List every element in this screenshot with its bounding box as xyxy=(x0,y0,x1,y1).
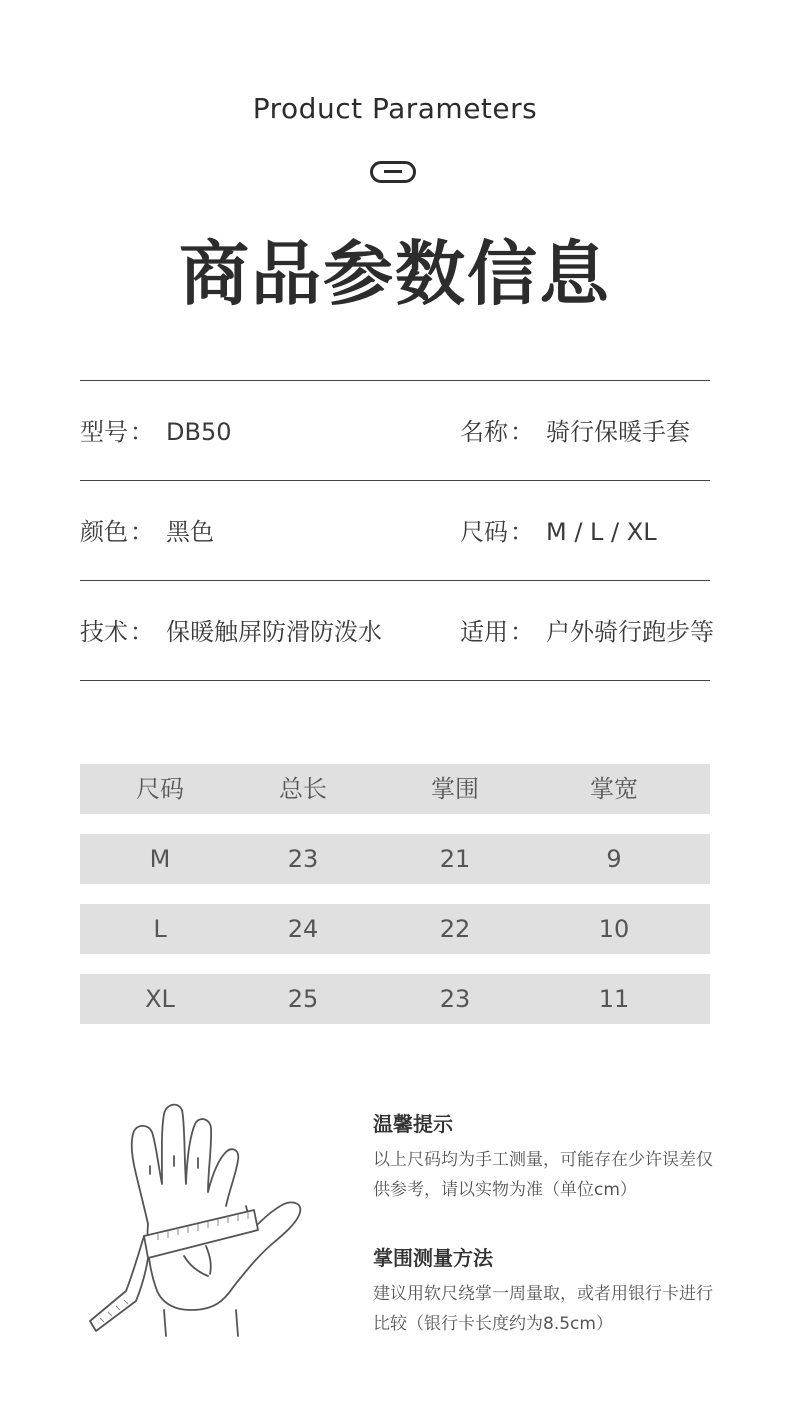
param-separator: ： xyxy=(130,618,154,646)
param-value: DB50 xyxy=(166,418,232,446)
measure-method-heading: 掌围测量方法 xyxy=(373,1246,493,1270)
table-cell: 24 xyxy=(287,915,319,943)
table-cell: 23 xyxy=(439,985,471,1013)
header-cell: 掌宽 xyxy=(590,775,638,803)
param-value: 黑色 xyxy=(166,518,214,546)
table-row xyxy=(80,834,710,884)
table-cell: 11 xyxy=(598,985,630,1013)
param-label: 适用 xyxy=(460,618,508,646)
param-name xyxy=(460,417,690,447)
param-label: 技术 xyxy=(80,618,128,646)
table-row xyxy=(80,904,710,954)
param-separator: ： xyxy=(510,518,534,546)
param-label: 颜色 xyxy=(80,518,128,546)
divider xyxy=(80,580,710,581)
divider xyxy=(80,480,710,481)
hand-measure-illustration xyxy=(86,1096,316,1346)
measure-method-text: 建议用软尺绕掌一周量取，或者用银行卡进行比较（银行卡长度约为8.5cm） xyxy=(373,1284,713,1334)
param-usage xyxy=(460,617,714,647)
param-label: 型号 xyxy=(80,418,128,446)
param-separator: ： xyxy=(510,618,534,646)
header-cell: 掌围 xyxy=(431,775,479,803)
tips-heading: 温馨提示 xyxy=(373,1112,453,1136)
param-separator: ： xyxy=(130,518,154,546)
param-technology xyxy=(80,617,382,647)
divider xyxy=(80,380,710,381)
param-label: 名称 xyxy=(460,418,508,446)
param-label: 尺码 xyxy=(460,518,508,546)
param-value: M / L / XL xyxy=(546,518,657,546)
table-cell: XL xyxy=(145,985,175,1013)
tips-text: 以上尺码均为手工测量，可能存在少许误差仅供参考，请以实物为准（单位cm） xyxy=(373,1150,713,1200)
table-cell: 9 xyxy=(606,845,622,873)
section-subtitle: Product Parameters xyxy=(252,92,538,125)
header-cell: 尺码 xyxy=(136,775,184,803)
table-cell: 23 xyxy=(287,845,319,873)
table-cell: M xyxy=(149,845,171,873)
param-size xyxy=(460,517,657,547)
divider xyxy=(80,680,710,681)
table-cell: 10 xyxy=(598,915,630,943)
table-cell: L xyxy=(153,915,167,943)
table-cell: 25 xyxy=(287,985,319,1013)
param-color xyxy=(80,517,214,547)
table-row xyxy=(80,974,710,1024)
size-table-header xyxy=(80,764,710,814)
header-cell: 总长 xyxy=(279,775,327,803)
page-title: 商品参数信息 xyxy=(179,233,611,315)
table-cell: 22 xyxy=(439,915,471,943)
minus-pill-icon xyxy=(370,161,416,183)
param-value: 户外骑行跑步等 xyxy=(546,618,714,646)
param-separator: ： xyxy=(510,418,534,446)
param-value: 保暖触屏防滑防泼水 xyxy=(166,618,382,646)
table-cell: 21 xyxy=(439,845,471,873)
param-value: 骑行保暖手套 xyxy=(546,418,690,446)
param-model xyxy=(80,417,231,447)
param-separator: ： xyxy=(130,418,154,446)
